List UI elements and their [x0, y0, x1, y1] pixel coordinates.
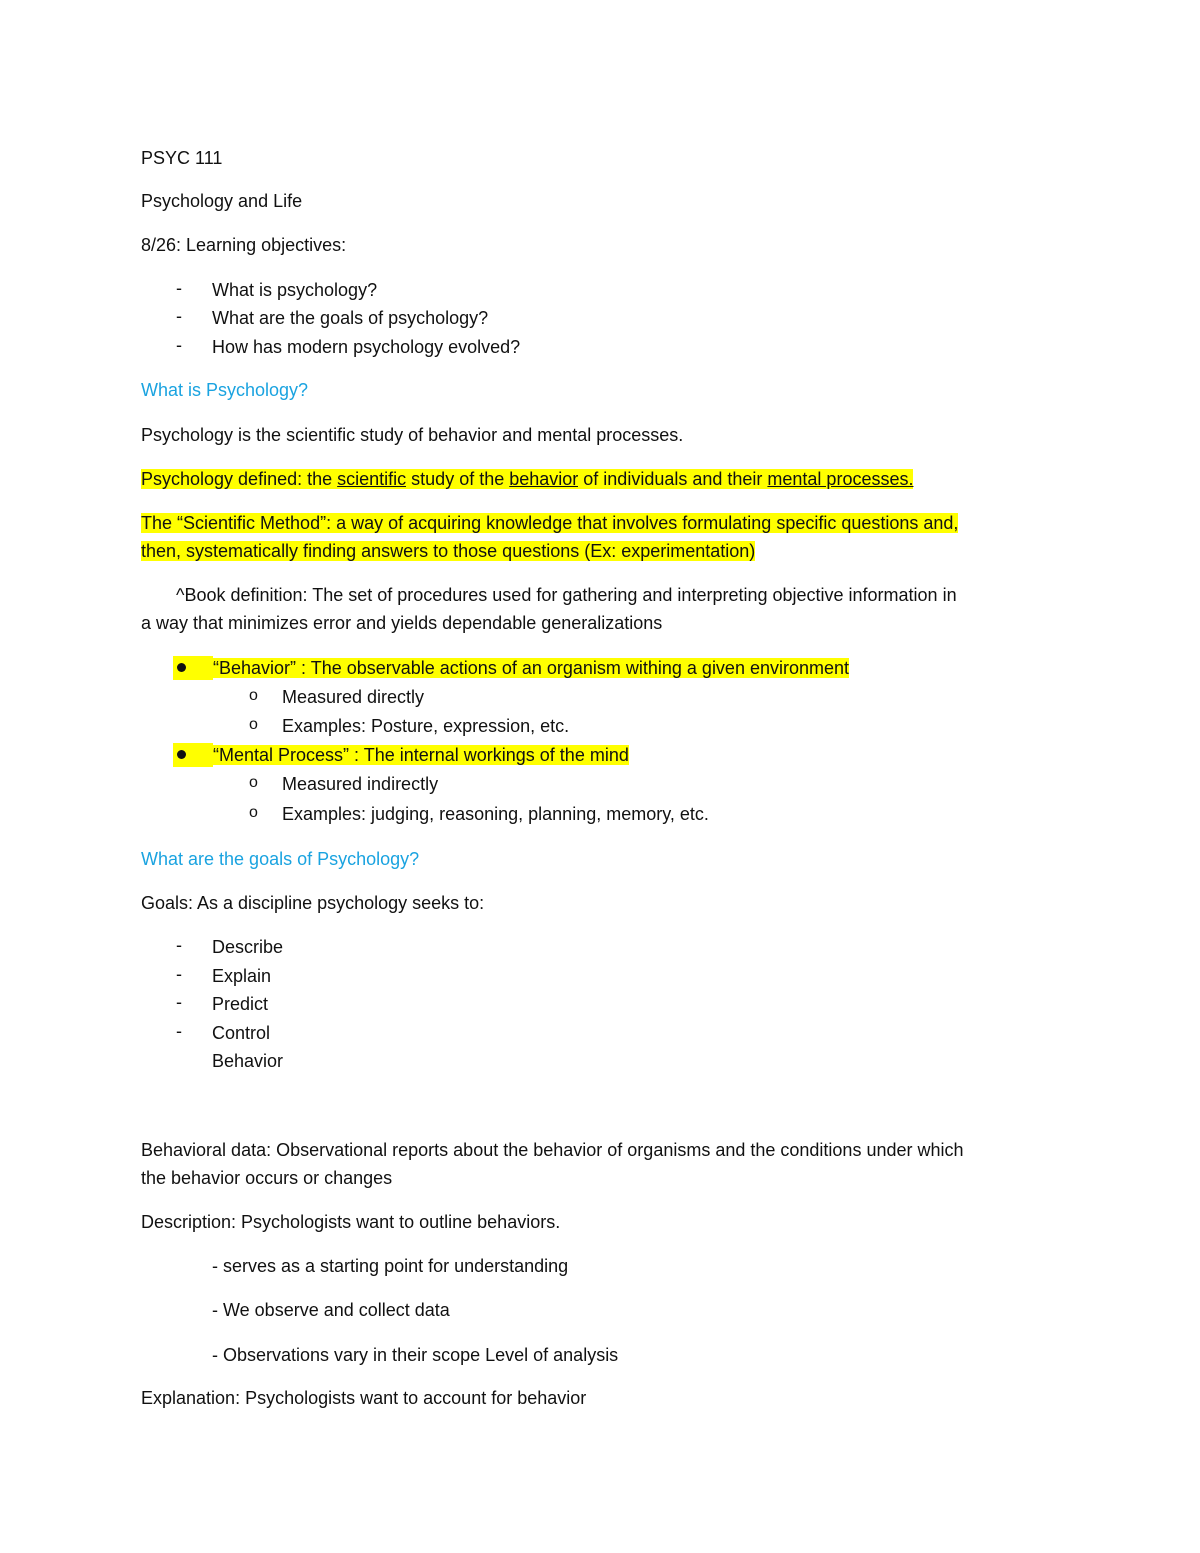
behavioral-data-line-2: the behavior occurs or changes: [141, 1168, 393, 1188]
sub-bullet-marker: o: [249, 774, 258, 791]
goal-item: Explain: [212, 966, 272, 986]
objective-item: How has modern psychology evolved?: [212, 337, 521, 357]
definition-underlined-scientific: scientific: [337, 469, 407, 489]
behavior-bullet-text: “Behavior” : The observable actions of an organism withing a given environment: [213, 658, 850, 678]
section-heading-goals: What are the goals of Psychology?: [141, 849, 420, 869]
definition-part: study of the: [406, 469, 510, 489]
course-subtitle: Psychology and Life: [141, 191, 303, 211]
explanation-line: Explanation: Psychologists want to account for behavior: [141, 1388, 587, 1408]
dash-marker: -: [176, 935, 182, 955]
dash-marker: -: [176, 306, 182, 326]
goals-tail: Behavior: [212, 1051, 284, 1071]
behavioral-data-line-1: Behavioral data: Observational reports about the behavior of organisms and the conditions under which: [141, 1140, 964, 1160]
objective-item: What are the goals of psychology?: [212, 308, 489, 328]
dash-marker: -: [176, 1021, 182, 1041]
mental-sub-item: Measured indirectly: [282, 774, 439, 794]
scientific-method-text: then, systematically finding answers to those questions (Ex: experimentation): [141, 541, 756, 561]
definition-part: Psychology defined: the: [141, 469, 338, 489]
book-definition-line-2: a way that minimizes error and yields dependable generalizations: [141, 613, 663, 633]
book-definition-line-1: ^Book definition: The set of procedures used for gathering and interpreting objective information in: [176, 585, 957, 605]
scientific-method-line-1: [141, 511, 958, 535]
dash-marker: -: [176, 335, 182, 355]
mental-process-bullet-text: “Mental Process” : The internal workings of the mind: [213, 745, 629, 765]
description-point: - serves as a starting point for understanding: [212, 1256, 569, 1276]
objective-item: What is psychology?: [212, 280, 378, 300]
goal-item: Describe: [212, 937, 284, 957]
description-point: - Observations vary in their scope Level of analysis: [212, 1345, 619, 1365]
goal-item: Control: [212, 1023, 271, 1043]
section-heading-what-is-psychology: What is Psychology?: [141, 380, 309, 400]
dash-marker: -: [176, 992, 182, 1012]
bullet-icon: [177, 750, 186, 759]
definition-underlined-mental-processes: mental processes.: [767, 469, 914, 489]
sub-bullet-marker: o: [249, 687, 258, 704]
goal-item: Predict: [212, 994, 269, 1014]
sub-bullet-marker: o: [249, 716, 258, 733]
course-code: PSYC 111: [141, 148, 223, 168]
description-point: - We observe and collect data: [212, 1300, 450, 1320]
bullet-icon: [177, 663, 186, 672]
psychology-intro: Psychology is the scientific study of behavior and mental processes.: [141, 425, 684, 445]
behavior-sub-item: Examples: Posture, expression, etc.: [282, 716, 570, 736]
description-line: Description: Psychologists want to outline behaviors.: [141, 1212, 561, 1232]
psychology-definition: [141, 467, 913, 491]
behavior-bullet: [213, 656, 849, 680]
sub-bullet-marker: o: [249, 804, 258, 821]
behavior-sub-item: Measured directly: [282, 687, 425, 707]
definition-underlined-behavior: behavior: [509, 469, 579, 489]
scientific-method-line-2: [141, 539, 755, 563]
mental-process-bullet: [213, 743, 629, 767]
objectives-label: 8/26: Learning objectives:: [141, 235, 347, 255]
goals-intro: Goals: As a discipline psychology seeks to:: [141, 893, 485, 913]
mental-sub-item: Examples: judging, reasoning, planning, memory, etc.: [282, 804, 709, 824]
scientific-method-text: The “Scientific Method”: a way of acquiring knowledge that involves formulating specific questions and,: [141, 513, 959, 533]
definition-part: of individuals and their: [578, 469, 768, 489]
dash-marker: -: [176, 964, 182, 984]
dash-marker: -: [176, 278, 182, 298]
